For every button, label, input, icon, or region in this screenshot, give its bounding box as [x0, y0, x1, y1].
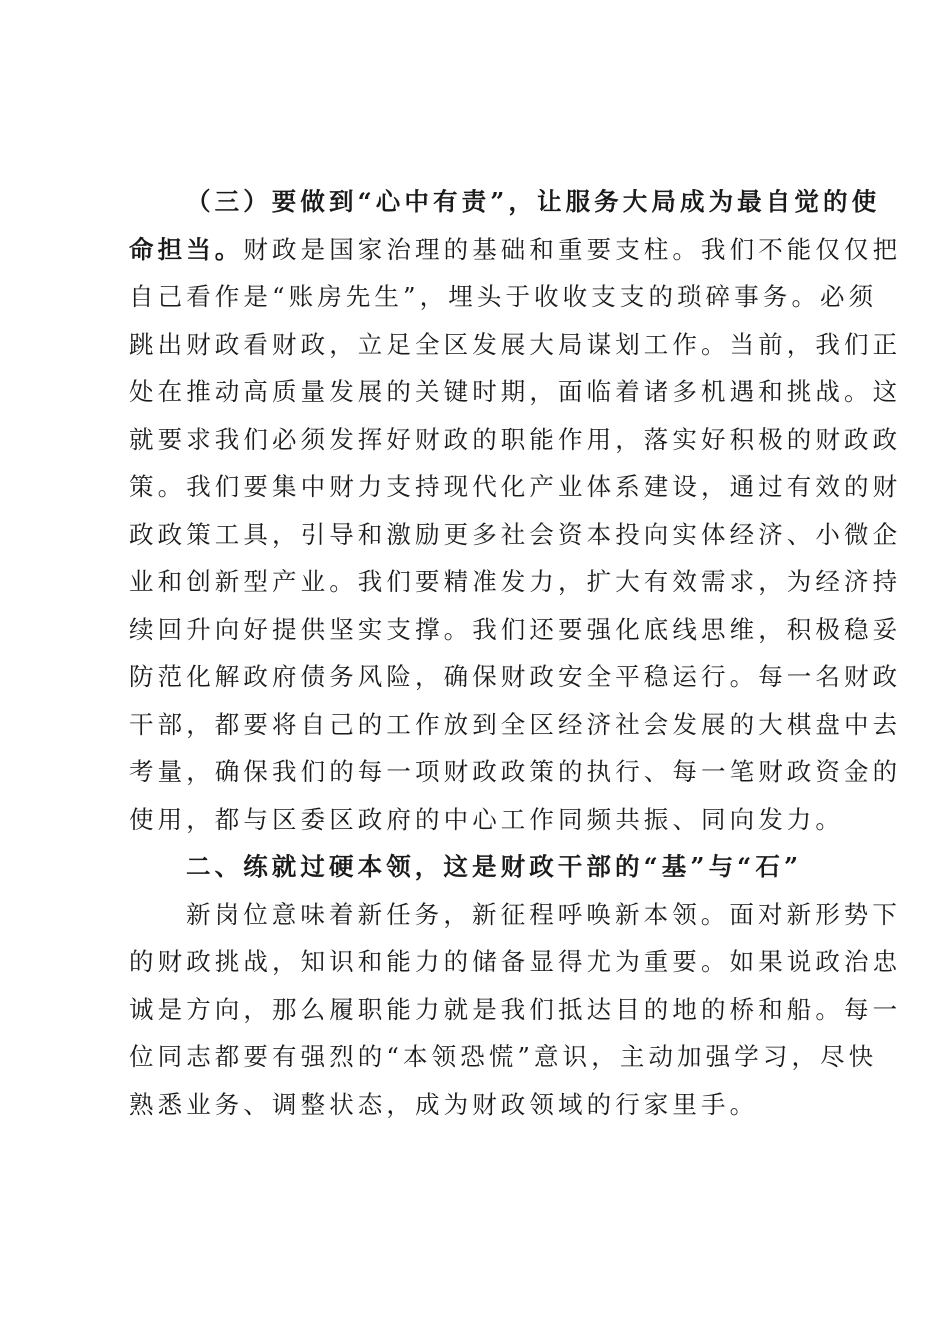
- text-line: 使用，都与区委区政府的中心工作同频共振、同向发力。: [129, 804, 844, 834]
- text-line: [129, 178, 881, 226]
- text-line: 处在推动高质量发展的关键时期，面临着诸多机遇和挑战。这: [129, 377, 902, 406]
- text-line: 策。我们要集中财力支持现代化产业体系建设，通过有效的财: [129, 472, 902, 501]
- text-line: 业和创新型产业。我们要精准发力，扩大有效需求，为经济持: [129, 567, 902, 596]
- text-line: 续回升向好提供坚实支撑。我们还要强化底线思维，积极稳妥: [129, 614, 902, 644]
- text-line: [129, 891, 901, 939]
- section-heading-text: 二、练就过硬本领，这是财政干部的“基”与“石”: [186, 852, 803, 881]
- text-line: 的财政挑战，知识和能力的储备显得尤为重要。如果说政治忠: [129, 947, 902, 976]
- text-line: 防范化解政府债务风险，确保财政安全平稳运行。每一名财政: [129, 662, 902, 691]
- document-body: [129, 178, 902, 1128]
- section-heading: [129, 843, 832, 891]
- text-line: 熟悉业务、调整状态，成为财政领域的行家里手。: [129, 1089, 759, 1119]
- body-text: 新岗位意味着新任务，新征程呼唤新本领。面对新形势下: [186, 899, 901, 929]
- text-line: 干部，都要将自己的工作放到全区经济社会发展的大棋盘中去: [129, 709, 902, 739]
- text-line: 考量，确保我们的每一项财政政策的执行、每一笔财政资金的: [129, 757, 902, 786]
- section-three-subheading-tail: 命担当。: [129, 234, 244, 264]
- heading-block: [129, 843, 832, 891]
- text-line: 跳出财政看财政，立足全区发展大局谋划工作。当前，我们正: [129, 329, 902, 359]
- paragraph-section-three: [129, 178, 902, 843]
- text-line: 政政策工具，引导和激励更多社会资本投向实体经济、小微企: [129, 519, 902, 549]
- body-text: 财政是国家治理的基础和重要支柱。我们不能仅仅把: [243, 234, 902, 264]
- text-line: [129, 226, 902, 274]
- text-line: 诚是方向，那么履职能力就是我们抵达目的地的桥和船。每一: [129, 994, 902, 1024]
- section-three-subheading: （三）要做到“心中有责”，让服务大局成为最自觉的使: [186, 187, 881, 216]
- text-line: 自己看作是“账房先生”，埋头于收收支支的琐碎事务。必须: [129, 282, 878, 311]
- paragraph-section-two-intro: [129, 891, 902, 1129]
- text-line: 就要求我们必须发挥好财政的职能作用，落实好积极的财政政: [129, 424, 902, 454]
- text-line: 位同志都要有强烈的“本领恐慌”意识，主动加强学习，尽快: [129, 1042, 878, 1071]
